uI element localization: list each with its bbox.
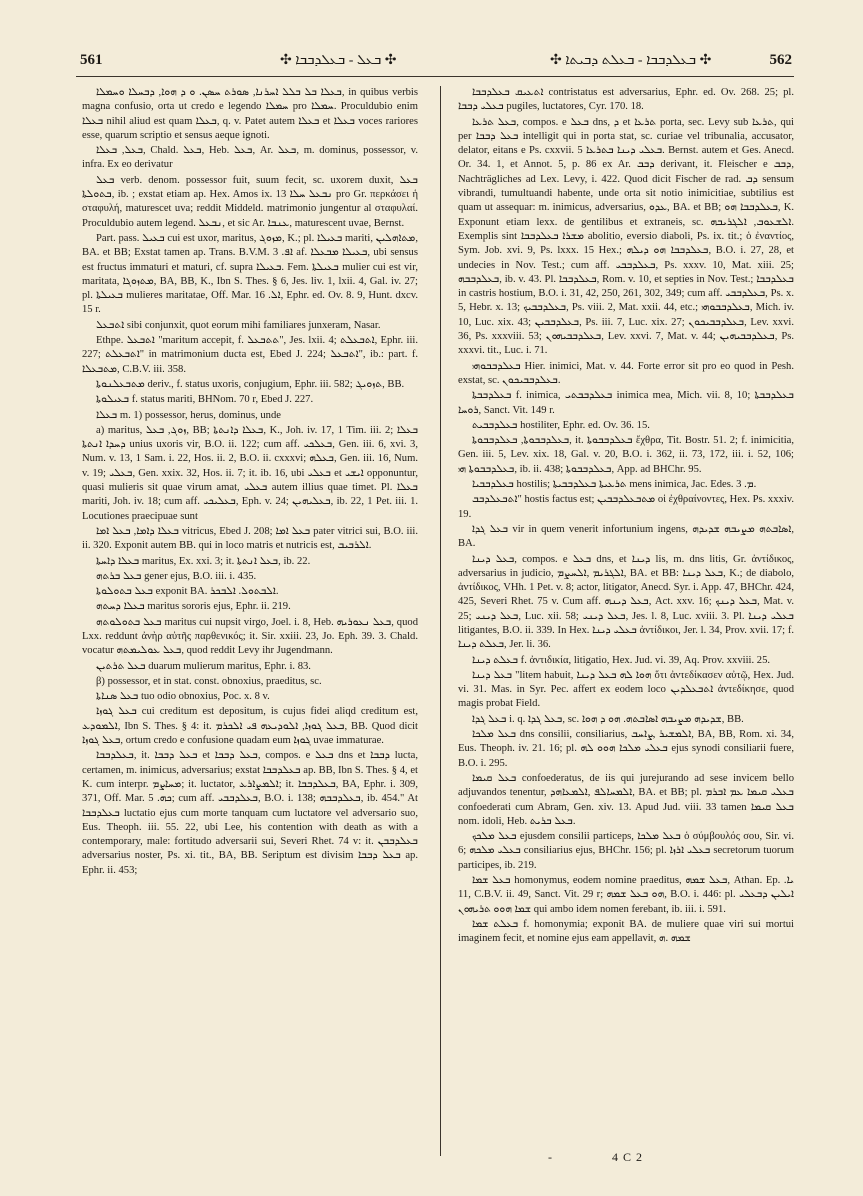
entry-paragraph: ܒܥܠܕܒܒܘܬܐ, ܒܥܠܕܒܒܘܬܐ, it. ܒܥܠܕܒܒܘܬܐ ἔχθρα, Tit. Bostr. 51. 2; f. inimicitia, Gen. iii. 5, Lev. xix. 18, Gal. v. 20, B.O. i. 362, ii. 73, 172, iii. i. 52, 106; ܒܥܠܕܒܒܘܬܐ ܗܝ, ib. ii. 438; ܒܥܠܕܒܒܘܬܐ, App. ad BHChr. 95.	[458, 435, 794, 475]
right-column	[458, 86, 794, 1166]
header-rule	[76, 76, 794, 77]
entry-paragraph: ܒܥܠ ܓܕܐ i. q. ܒܥܠ ܓܕܐ, sc. ܫܕܝܕܗ ܡܨܝܒܗ ܐܣܐܒܬܗ. ܗܘ ܕ ܗܘܐ, BB.	[472, 713, 744, 725]
column-divider	[440, 86, 441, 1156]
entry-paragraph: ܒܥܠܕܒܒܬܐ f. inimica, ܒܥܠܕܒܒܬܝ inimica mea, Mich. vii. 8, 10; ܒܥܠܕܒܒܬܐ ܪܘܚܐ, Sanct. Vit. 149 r.	[458, 390, 794, 416]
entry-paragraph: Part. pass. ܒܥܝܠ cui est uxor, maritus, ܡܙܘܓ, K.; pl. ܒܥܝܠܐ mariti, ܡܬܐܗܠܝܢ, BA. et BB; Exstat tamen ap. Trans. B.V.M. ܐܦ. 3 af. ܒܥܝܠܐ ܡܒܥܠܐ, ubi sensus est fructus immaturi et maturi, cf. supra ܒܥܝܠܐ. Fem. ܒܥܝܠܬܐ mulier cui est vir, maritata, ܡܬܙܘܓܐ, BA, BB, K., Ibn S. Thes. § 6, Jes. liv. 1, lxii. 4, Gal. iv. 27; pl. ܒܥܝܠܬܐ mulieres maritatae, Off. Mar. ܐܠ. 16, Ephr. ed. Ov. 8. 9, Hunt. dxcv. 15 r.	[82, 232, 418, 316]
entry-paragraph: ܐܬܥܝܩ ܒܥܠܕܒܒܐ contristatus est adversarius, Ephr. ed. Ov. 268. 25; pl. ܒܥܠܝ ܕܒܒܐ pugiles, luctatores, Cyr. 170. 18.	[458, 87, 794, 113]
entry-paragraph: ܒܥܠ ܒܬܘܠܘܬܐ exponit BA. ܐܠܒܬܘܠ. ܐܠܒܟܪ.	[96, 586, 279, 598]
entry-paragraph: a) maritus, ܙܘܓ, ܒܥܠ, BB; ܒܥܠܐ ܕܐܢܬܬܐ, K., Joh. iv. 17, 1 Tim. iii. 2; ܒܥܠܐ ܕܚܕܐ ܐܢܬܬܐ unius uxoris vir, B.O. ii. 122; cum aff. ܒܥܠܟܝ, Gen. iii. 6, xvi. 3, Num. v. 13, 1 Sam. i. 22, Hos. ii. 2, B.O. ii. cxxxvi; ܒܥܠܗ, Gen. iii. 16, Num. v. 19; ܒܥܠܝ, Gen. xxix. 32, Hos. ii. 7; it. ib. 16, ubi ܒܥܠܝ et ܐܝܫܝ opponuntur, quasi mulieris sit quae virum amat, ܒܥܠܝ autem illius quae timet. Pl. ܒܥܠܐ mariti, Joh. iv. 18; cum aff. ܒܥܠܝܟܝ, Eph. v. 24; ܒܥܠܝܗܝܢ, ib. 22, 1 Pet. iii. 1. Locutiones praecipuae sunt	[82, 424, 418, 522]
entry-paragraph: ܒܥܠ ܩܝܡܐ confoederatus, de iis qui jurejurando ad sese invicem bello adjuvandos tenentur, ܐܠܡܚܐܠܦ ,ܐܠܡܥܐܗܕ, BA. et BB; pl. ܒܥܠܝ ܩܝܡܐ ܥܡ ܐܒܪܡ confoederati cum Abram, Gen. xiv. 13. Apud Jud. viii. 33 tamen ܒܥܠ ܩܝܡܐ nom. idoli, Heb. ܒܥܠ ܒܪܝܬ.	[458, 772, 794, 827]
entry-paragraph: ܒܥܠܐ ܕܐܡܐ, ܒܥܠ ܐܡܐ vitricus, Ebed J. 208; ܒܥܠ ܐܡܐ pater vitrici sui, B.O. iii. ii. 320. Exponit autem BB. qui in loco matris et nutricis est, ܐܠܪܒܝܒ.	[82, 525, 418, 552]
entry-paragraph: ܒܥܠ ܣܢܐܬܐ tuo odio obnoxius, Poc. x. 8 v.	[96, 691, 270, 703]
entry-paragraph: ܒܥܠܕܒܒܐ, it. ܒܥܠ ܕܒܒܐ et ܒܥܠ ܕܒܒܐ, compos. e ܒܥܠ dns et ܕܒܒܐ lucta, certamen, m. inimicus, adversarius; exstat ܒܥܠܕܒܒܐ ap. BB, Ibn S. Thes. § 4, et K. cum interpr. ܡܚܐܨܡ; it. luctator, ܐܠܡܨܐܪܥ; it. ܒܥܠܕܒܒܐ, BA, Ephr. i. 309, 371, Off. Mar. ܟܗ. 5; cum aff. ܒܥܠܕܒܒܝ, B.O. i. 138; ܒܥܠܕܒܒܗ, ib. 454." At ܒܥܠܕܒܒܐ luctatio ejus cum morte tanquam cum luctatore vel adversario suo, Eus. Theoph. iii. 55. 22, ubi Lee, his contention with death as with a contemporary, male: fortitudo adversarii sui, Severi Rhet. 74 v: it. ܒܥܠܕܒܒܢ adversarius noster, Ps. xi. tit., BA, BB. Seriptum est divisim ܒܥܠ ܕܒܒܐ ap. Ephr. ii. 453;	[82, 750, 418, 876]
entry-paragraph: ܒܥܠ ܫܡܐ homonymus, eodem nomine praeditus, ܒܥܠ ܫܡܗ, Athan. Ep. ܝܐ. 11, C.B.V. ii. 49, Sanct. Vit. 29 r; ܗܘ ܒܥܠ ܫܡܗ, B.O. i. 446: pl. ܐܝܠܝܢ ܕܒܥܠܝ ܫܡܐ ܗܘܘ ܬܪܝܗܘܢ qui ambo idem nomen ferebant, ib. iii. i. 591.	[458, 875, 794, 915]
left-running-head: ✣ ܒܥܠ - ܒܥܠܕܒܒܐ ✣	[280, 53, 397, 68]
entry-paragraph: ܒܥܠܐ ܒܠ ܒܠܠ ܐܚܪܢܐ, ܣܘܪܬ ܚܣܢ. ܘ ܕ ܗܘܐ, ܕܒܚܠܐ ܘܚܡܠܐ, in quibus verbis magna confusio, orta ut credo e legendo ܚܡܠܐ pro ܚܡܠܐ. Proculdubio enim ܒܥܠܐ nihil aliud est quam ܒܥܠܐ, q. v. Patet autem ܒܥܠܐ et ܒܥܠܐ voces rariores esse, quarum scriptio et sensus aeque ignoti.	[82, 87, 418, 141]
entry-paragraph: Ethpe. ܐܬܒܥܠ "maritum accepit, f. ܬܬܒܥܠ", Jes. lxii. 4; ܐܬܒܥܠܬ, Ephr. iii. 227; ܐܬܒܥܠܬ" in matrimonium ducta est, Ebed J. 224; ܐܬܒܥܠ", ib.: part. f. ܡܬܒܥܠܐ, C.B.V. iii. 358.	[82, 335, 418, 375]
left-column	[82, 86, 418, 1166]
right-page-number: 562	[769, 52, 792, 68]
entry-paragraph: ܒܥܠܬ ܫܡܐ f. homonymia; exponit BA. de muliere quae viri sui mortui imaginem fecit, et nomine ejus eam appellavit, ܫܡܗ .ܗ	[458, 918, 794, 945]
entry-paragraph: ܒܥܠ ܒܬܘܠܘܬܗ maritus cui nupsit virgo, Joel. i. 8, Heb. ܒܥܠ ܢܥܘܪܝܗ, quod Lxx. reddunt ἀνὴρ αὐτῆς παρθενικός; it. Sir. xxiii. 23, Jo. Eph. 39. 3. Chald. vocatur ܒܥܠ ܥܘܠܝܡܬܗ, quod reddit Levy ihr Jugendmann.	[82, 616, 418, 657]
entry-paragraph: ܒܥܠ ܓܕܐ vir in quem venerit infortunium ingens, ܐܣܐܒܬܗ ܡܨܝܒܗ ܫܕܝܕܗ, BA.	[458, 523, 794, 550]
entry-paragraph: ܐܬܒܥܠܕܒܒ" hostis factus est; ܡܬܒܥܠܕܒܒܝܢ οἱ ἐχθραίνοντες, Hex. Ps. xxxiv. 19.	[458, 494, 794, 520]
right-running-head: ✣ ܒܥܠܕܒܒܐ - ܒܥܠܬ ܕܒܝܬܐ ✣	[550, 53, 712, 68]
left-page-number: 561	[80, 52, 103, 68]
footer-dash: -	[548, 1150, 552, 1164]
page-header	[80, 48, 792, 78]
entry-paragraph: ܐܬܒܥܠ sibi conjunxit, quot eorum mihi familiares junxeram, Nasar.	[96, 319, 381, 331]
entry-paragraph: ܒܥܠ ܒܪܬܗ gener ejus, B.O. iii. i. 435.	[96, 570, 257, 582]
entry-paragraph: ܒܥܝܠܘܬܐ f. status mariti, BHNom. 70 r, Ebed J. 227.	[96, 394, 314, 406]
entry-paragraph: ܒܥܠܕܒܒܝܬ hostiliter, Ephr. ed. Ov. 36. 15.	[472, 419, 650, 431]
entry-paragraph: ܡܬܒܥܠܢܘܬܐ deriv., f. status uxoris, conjugium, Ephr. iii. 582; ܬܙܘܝܓ, BB.	[96, 378, 405, 390]
entry-paragraph: ܒܥܠܕܒܒܝܐ hostilis; ܬܪܥܝܬܐ ܒܥܠܕܒܒܝܬܐ mens inimica, Jac. Edes. ܡ. 3.	[472, 479, 757, 491]
entry-paragraph: ܒܥܠ ܕܝܢܐ, compos. e ܒܥܠ dns, et ܕܝܢܐ lis, m. dns litis, Gr. ἀντίδικος, adversarius in judicio, ܐܠܓܪܝܡ ,ܐܠܚܨܡ, BA. et BB: ܒܥܠ ܕܝܢܐ, K.; de diabolo, ἀντίδικος, VHh. 1 Pet. v. 8; actor, litigator, Anecd. Syr. i. App. 47, BHChr. 424, 425, Severi Rhet. 75 v. Cum aff. ܒܥܠ ܕܝܢܗ, Act. xxv. 16; ܒܥܠ ܕܝܢܟ, Mat. v. 25; ܒܥܠ ܕܝܢܝ, Luc. xii. 58; ܒܥܠ ܕܝܢܝ, Jes. l. 8, Luc. xviii. 3. Pl. ܒܥܠܝ ܕܝܢܐ litigantes, B.O. ii. 339. In Hex. ܒܥܠܝ ܕܝܢܐ ἀντίδικοι, Jer. l. 34, Prov. xvii. 17; f. ܒܥܠܬ ܕܝܢܐ, Jer. li. 36.	[458, 553, 794, 651]
entry-paragraph: ܒܥܠ ܡܠܟܐ dns consilii, consiliarius, ܐܠܡܫܝܪ ,ܨܐܚܒ, BA, BB, Rom. xi. 34, Eus. Theoph. iv. 21. 16; pl. ܒܥܠܝ ܡܠܟܐ ܗܘܘ ܠܗ ejus synodi consiliarii fuere, B.O. i. 295.	[458, 729, 794, 769]
entry-paragraph: ܒܥܠ ܬܪܥܐ, compos. e ܒܥܠ dns, ܕ et ܬܪܥܐ porta, sec. Levy sub ܬܪܥܐ, qui per ܒܥܠ ܕܒܒܐ intelligit qui in porta stat, sc. curiae vel tribunalia, accusator, delator, eitans e Ps. cxxvii. 5 ܒܥܠܝ ܕܝܢܐ ܒܬܪܥܐ. Bernst. autem et Ges. Anecd. Or. 34. 1, et Annot. 5, p. 86 ex Ar. ܕܒܒ derivant, it. Fleischer e ܕܒܒ, Nachträgliches ad Lex. Levy, i. 422. Quod dicit Fischer de rad. ܕܒ sensum vibrandi, tumultuandi habente, unde orta sit notio inimicitiae, subtilius est quam ut assequar: m. inimicus, adversarius, ܥܕܘ, BA. et BB; ܒܥܠܕܒܒܐ ܗܘ, K. Exponunt etiam lexx. de gentilibus et extraneis, sc. ܐܠܫܥܘܒ, ܐܠܓܪܝܒܗ. Exemplis sint ܡܫܪܐ ܒܥܠܕܒܒܐ abolitio, eversio diaboli, Ps. ix. tit.; ὁ ἐναντίος, Sym. Job. xvi. 9, Ps. lxxx. 15 Hex.; ܒܥܠܕܒܒܐ ܗܘ ܕܝܠܗ, B.O. i. 27, 28, et undecies in Nov. Test.; cum aff. ܒܥܠܕܒܒܝ, Ps. xxxv. 10, Mat. xiii. 25; ܒܥܠܕܒܒܗ, ib. v. 43. Pl. ܒܥܠܕܒܒܐ, Rom. v. 10, et septies in Nov. Test.; ܒܥܠܕܒܒܐ in castris hostium, B.O. i. 31, 42, 250, 261, 302, 349; cum aff. ܒܥܠܕܒܒܝ, Ps. x. 5, Hebr. x. 13; ܒܥܠܕܒܒܝܟ, Ps. viii. 2, Mat. xxii. 44, etc.; ܒܥܠܕܒܒܘܗܝ, Mich. iv. 10, Luc. xix. 43; ܒܥܠܕܒܒܝܢ, Ps. iii. 7, Luc. xix. 27; ܒܥܠܕܒܒܝܟܘܢ, Lev. xxvi. 36, Ps. xxxviii. 53; ܒܥܠܕܒܒܝܗܘܢ, Lev. xxvi. 7, Mat. v. 44; ܒܥܠܕܒܒܝܗܝܢ, Ps. xxxvi. tit., Luc. i. 71.	[458, 116, 794, 357]
entry-paragraph: ܒܥܠܕܒܒܘܗܝ Hier. inimici, Mat. v. 44. Forte error sit pro eo quod in Pesh. exstat, sc. ܒܥܠܕܒܒܝܟܘܢ.	[458, 360, 794, 386]
entry-paragraph: ܒܥܠܬ ܕܝܢܐ f. ἀντιδικία, litigatio, Hex. Jud. vi. 39, Aq. Prov. xxviii. 25.	[472, 654, 771, 666]
entry-paragraph: ܒܥܠܐ ܕܐܚܬܐ maritus, Ex. xxi. 3; it. ܒܥܠ ܐܢܬܬܐ, ib. 22.	[96, 555, 311, 567]
entry-paragraph: ܒܥܠ ܕܝܢܐ "litem habuit, ܗܘܐ ܠܗ ܒܥܠ ܕܝܢܐ ὅτι ἀντεδίκασεν αὐτῷ, Hex. Jud. vi. 31. Mas. in Syr. Pec. affert ex eodem loco ܐܬܒܥܠܕܝܢ ἀντεδίκησε, quod magis probat Field.	[458, 669, 794, 710]
entry-paragraph: ܒܥܠܐ ܕܚܬܗ maritus sororis ejus, Ephr. ii. 219.	[96, 601, 291, 613]
entry-paragraph: ܒܥܠ ܓܘܙܐ cui creditum est depositum, is cujus fidei aliqd creditum est, ܐܠܡܘܕܥ, Ibn S. Thes. § 4: it. ܒܥܠ ܓܘܙܐ, ܐܠܘܕܝܥܗ ܦܝ ܐܠܟܪܡ, BB. Quod dicit ܒܥܠ ܓܘܙܐ, ortum credo e confusione quadam eum ܓܘܙܐ uvae immaturae.	[82, 706, 418, 747]
signature-mark: 4 C 2	[612, 1150, 644, 1164]
entry-paragraph: ܒܥܠ ܬܪܬܝܢ duarum mulierum maritus, Ephr. i. 83.	[96, 660, 311, 672]
entry-paragraph: ܒܥܠܐ m. 1) possessor, herus, dominus, unde	[96, 409, 281, 421]
entry-paragraph: β) possessor, et in stat. const. obnoxius, praeditus, sc.	[96, 675, 322, 687]
entry-paragraph: ܒܥܠ ܡܠܟܟ ejusdem consilii particeps, ܒܥܠ ܡܠܟܐ ὁ σύμβουλός σου, Sir. vi. 6; ܒܥܠܝ ܡܠܟܗ consiliarius ejus, BHChr. 156; pl. ܒܥܠܝ ܐܪܙܐ secretorum tuorum participes, ib. 219.	[458, 831, 794, 871]
entry-paragraph: ܒܥܠ verb. denom. possessor fuit, suum fecit, sc. uxorem duxit, ܒܥܠ ܒܬܘܠܬܐ, ib. ; exstat etiam ap. Hex. Amos ix. 13 ܢܒܥܠ ܚܠܐ pro Gr. περκάσει ἡ σταφυλή, maturescet uva; reddit Middeld. matrimonio jungentur al σταφυλαί. Proculdubio autem legend. ܢܒܥܠ, et sic Ar. ܥܢܒܐ, maturescent uvae, Bernst.	[82, 174, 418, 229]
entry-paragraph: ܒܥܠ, ܒܥܠܐ, Chald. ܒܥܠ, Heb. ܒܥܠ, Ar. ܒܥܠ, m. dominus, possessor, v. infra. Ex eo derivatur	[82, 145, 418, 171]
